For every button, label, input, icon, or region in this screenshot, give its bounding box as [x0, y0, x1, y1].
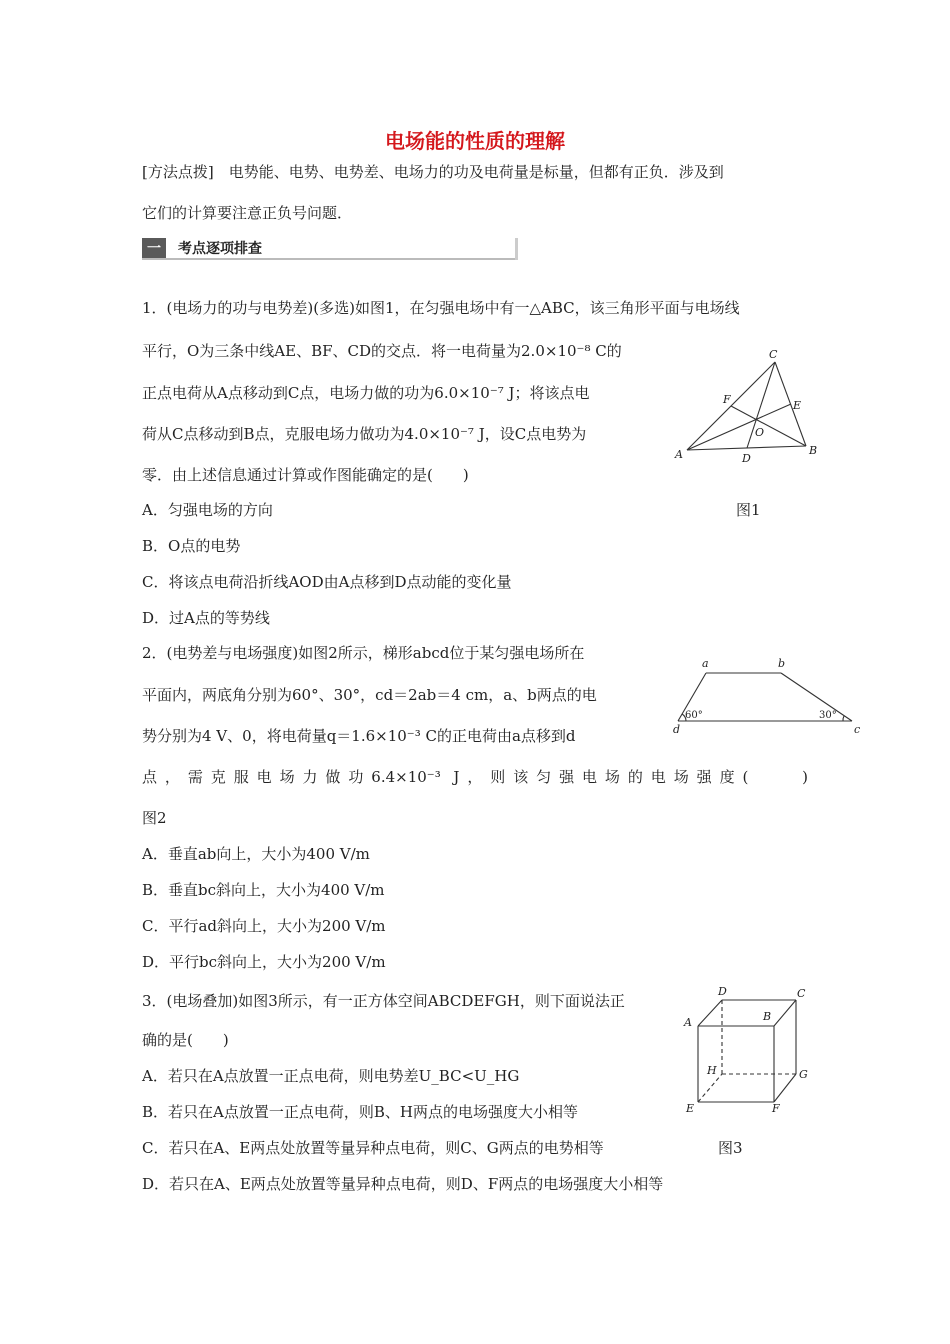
q2-line-1: 2．(电势差与电场强度)如图2所示，梯形abcd位于某匀强电场所在 [142, 644, 585, 662]
section-rule-cap [515, 238, 518, 260]
q1-line-3: 正点电荷从A点移动到C点，电场力做的功为6.0×10⁻⁷ J；将该点电 [142, 384, 590, 402]
figure-2-trapezoid [668, 655, 863, 740]
label-e: E [793, 399, 802, 412]
label-g: G [799, 1068, 808, 1081]
q1-option-c: C．将该点电荷沿折线AOD由A点移到D点动能的变化量 [142, 573, 512, 591]
label-d: D [718, 985, 727, 998]
label-h: H [707, 1064, 717, 1077]
method-tip-line-2: 它们的计算要注意正负号问题． [142, 204, 353, 222]
q3-line-2: 确的是( ) [142, 1031, 229, 1049]
q2-option-b: B．垂直bc斜向上，大小为400 V/m [142, 881, 385, 899]
q1-figure-caption: 图1 [736, 501, 761, 519]
label-d: d [673, 723, 681, 736]
label-c: c [854, 723, 861, 736]
angle-arc-c [843, 716, 844, 721]
q1-line-4: 荷从C点移动到B点，克服电场力做功为4.0×10⁻⁷ J，设C点电势为 [142, 425, 587, 443]
q1-option-b: B．O点的电势 [142, 537, 241, 555]
q1-line-2: 平行，O为三条中线AE、BF、CD的交点．将一电荷量为2.0×10⁻⁸ C的 [142, 342, 622, 360]
edge-ab [687, 446, 806, 450]
q3-option-c: C．若只在A、E两点处放置等量异种点电荷，则C、G两点的电势相等 [142, 1139, 604, 1157]
q3-option-a: A．若只在A点放置一正点电荷，则电势差U_BC<U_HG [142, 1067, 520, 1085]
label-o: O [755, 426, 765, 439]
section-label: 考点逐项排查 [178, 241, 262, 257]
q3-line-1: 3．(电场叠加)如图3所示，有一正方体空间ABCDEFGH，则下面说法正 [142, 992, 625, 1010]
edge-fg [774, 1074, 796, 1102]
label-e: E [686, 1102, 695, 1114]
label-b: B [763, 1010, 772, 1023]
q2-option-a: A．垂直ab向上，大小为400 V/m [142, 845, 370, 863]
q2-line-2: 平面内，两底角分别为60°、30°，cd＝2ab＝4 cm，a、b两点的电 [142, 686, 597, 704]
q2-option-d: D．平行bc斜向上，大小为200 V/m [142, 953, 386, 971]
q2-line-4: 点，需克服电场力做功6.4×10⁻³ J，则该匀强电场的电场强度( ) [142, 768, 808, 786]
q2-option-c: C．平行ad斜向上，大小为200 V/m [142, 917, 386, 935]
q2-line-3: 势分别为4 V、0，将电荷量q＝1.6×10⁻³ C的正电荷由a点移到d [142, 727, 576, 745]
section-header [142, 238, 518, 260]
q2-figure-caption: 图2 [142, 809, 167, 827]
label-d: D [742, 452, 751, 465]
label-c: C [769, 348, 778, 361]
q1-line-1: 1．(电场力的功与电势差)(多选)如图1，在匀强电场中有一△ABC，该三角形平面与电场线 [142, 299, 740, 317]
label-f: F [723, 393, 731, 406]
q3-option-d: D．若只在A、E两点处放置等量异种点电荷，则D、F两点的电场强度大小相等 [142, 1175, 664, 1193]
label-c: C [797, 987, 806, 1000]
q3-figure-caption: 图3 [718, 1139, 743, 1157]
page-title: 电场能的性质的理解 [385, 129, 565, 153]
label-b: b [778, 657, 786, 670]
label-angle-30: 30° [819, 710, 837, 721]
q3-option-b: B．若只在A点放置一正点电荷，则B、H两点的电场强度大小相等 [142, 1103, 578, 1121]
edge-ad [698, 1000, 722, 1026]
label-f: F [772, 1102, 780, 1114]
edge-eh-hidden [698, 1074, 722, 1102]
method-tip-line-1: [方法点拨] 电势能、电势、电势差、电场力的功及电荷量是标量，但都有正负．涉及到 [142, 163, 724, 181]
section-rule [142, 258, 518, 260]
edge-bc [774, 1000, 796, 1026]
label-b: B [809, 444, 818, 457]
label-angle-60: 60° [685, 710, 703, 721]
median-ae [687, 404, 791, 450]
label-a: A [675, 448, 683, 461]
section-number: 一 [142, 238, 166, 260]
q1-option-d: D．过A点的等势线 [142, 609, 270, 627]
figure-1-triangle [672, 345, 822, 470]
figure-3-cube [680, 982, 815, 1114]
q1-line-5: 零．由上述信息通过计算或作图能确定的是( ) [142, 466, 469, 484]
label-a: A [684, 1016, 692, 1029]
q1-option-a: A．匀强电场的方向 [142, 501, 273, 519]
edge-bc [781, 673, 852, 721]
label-a: a [702, 657, 709, 670]
